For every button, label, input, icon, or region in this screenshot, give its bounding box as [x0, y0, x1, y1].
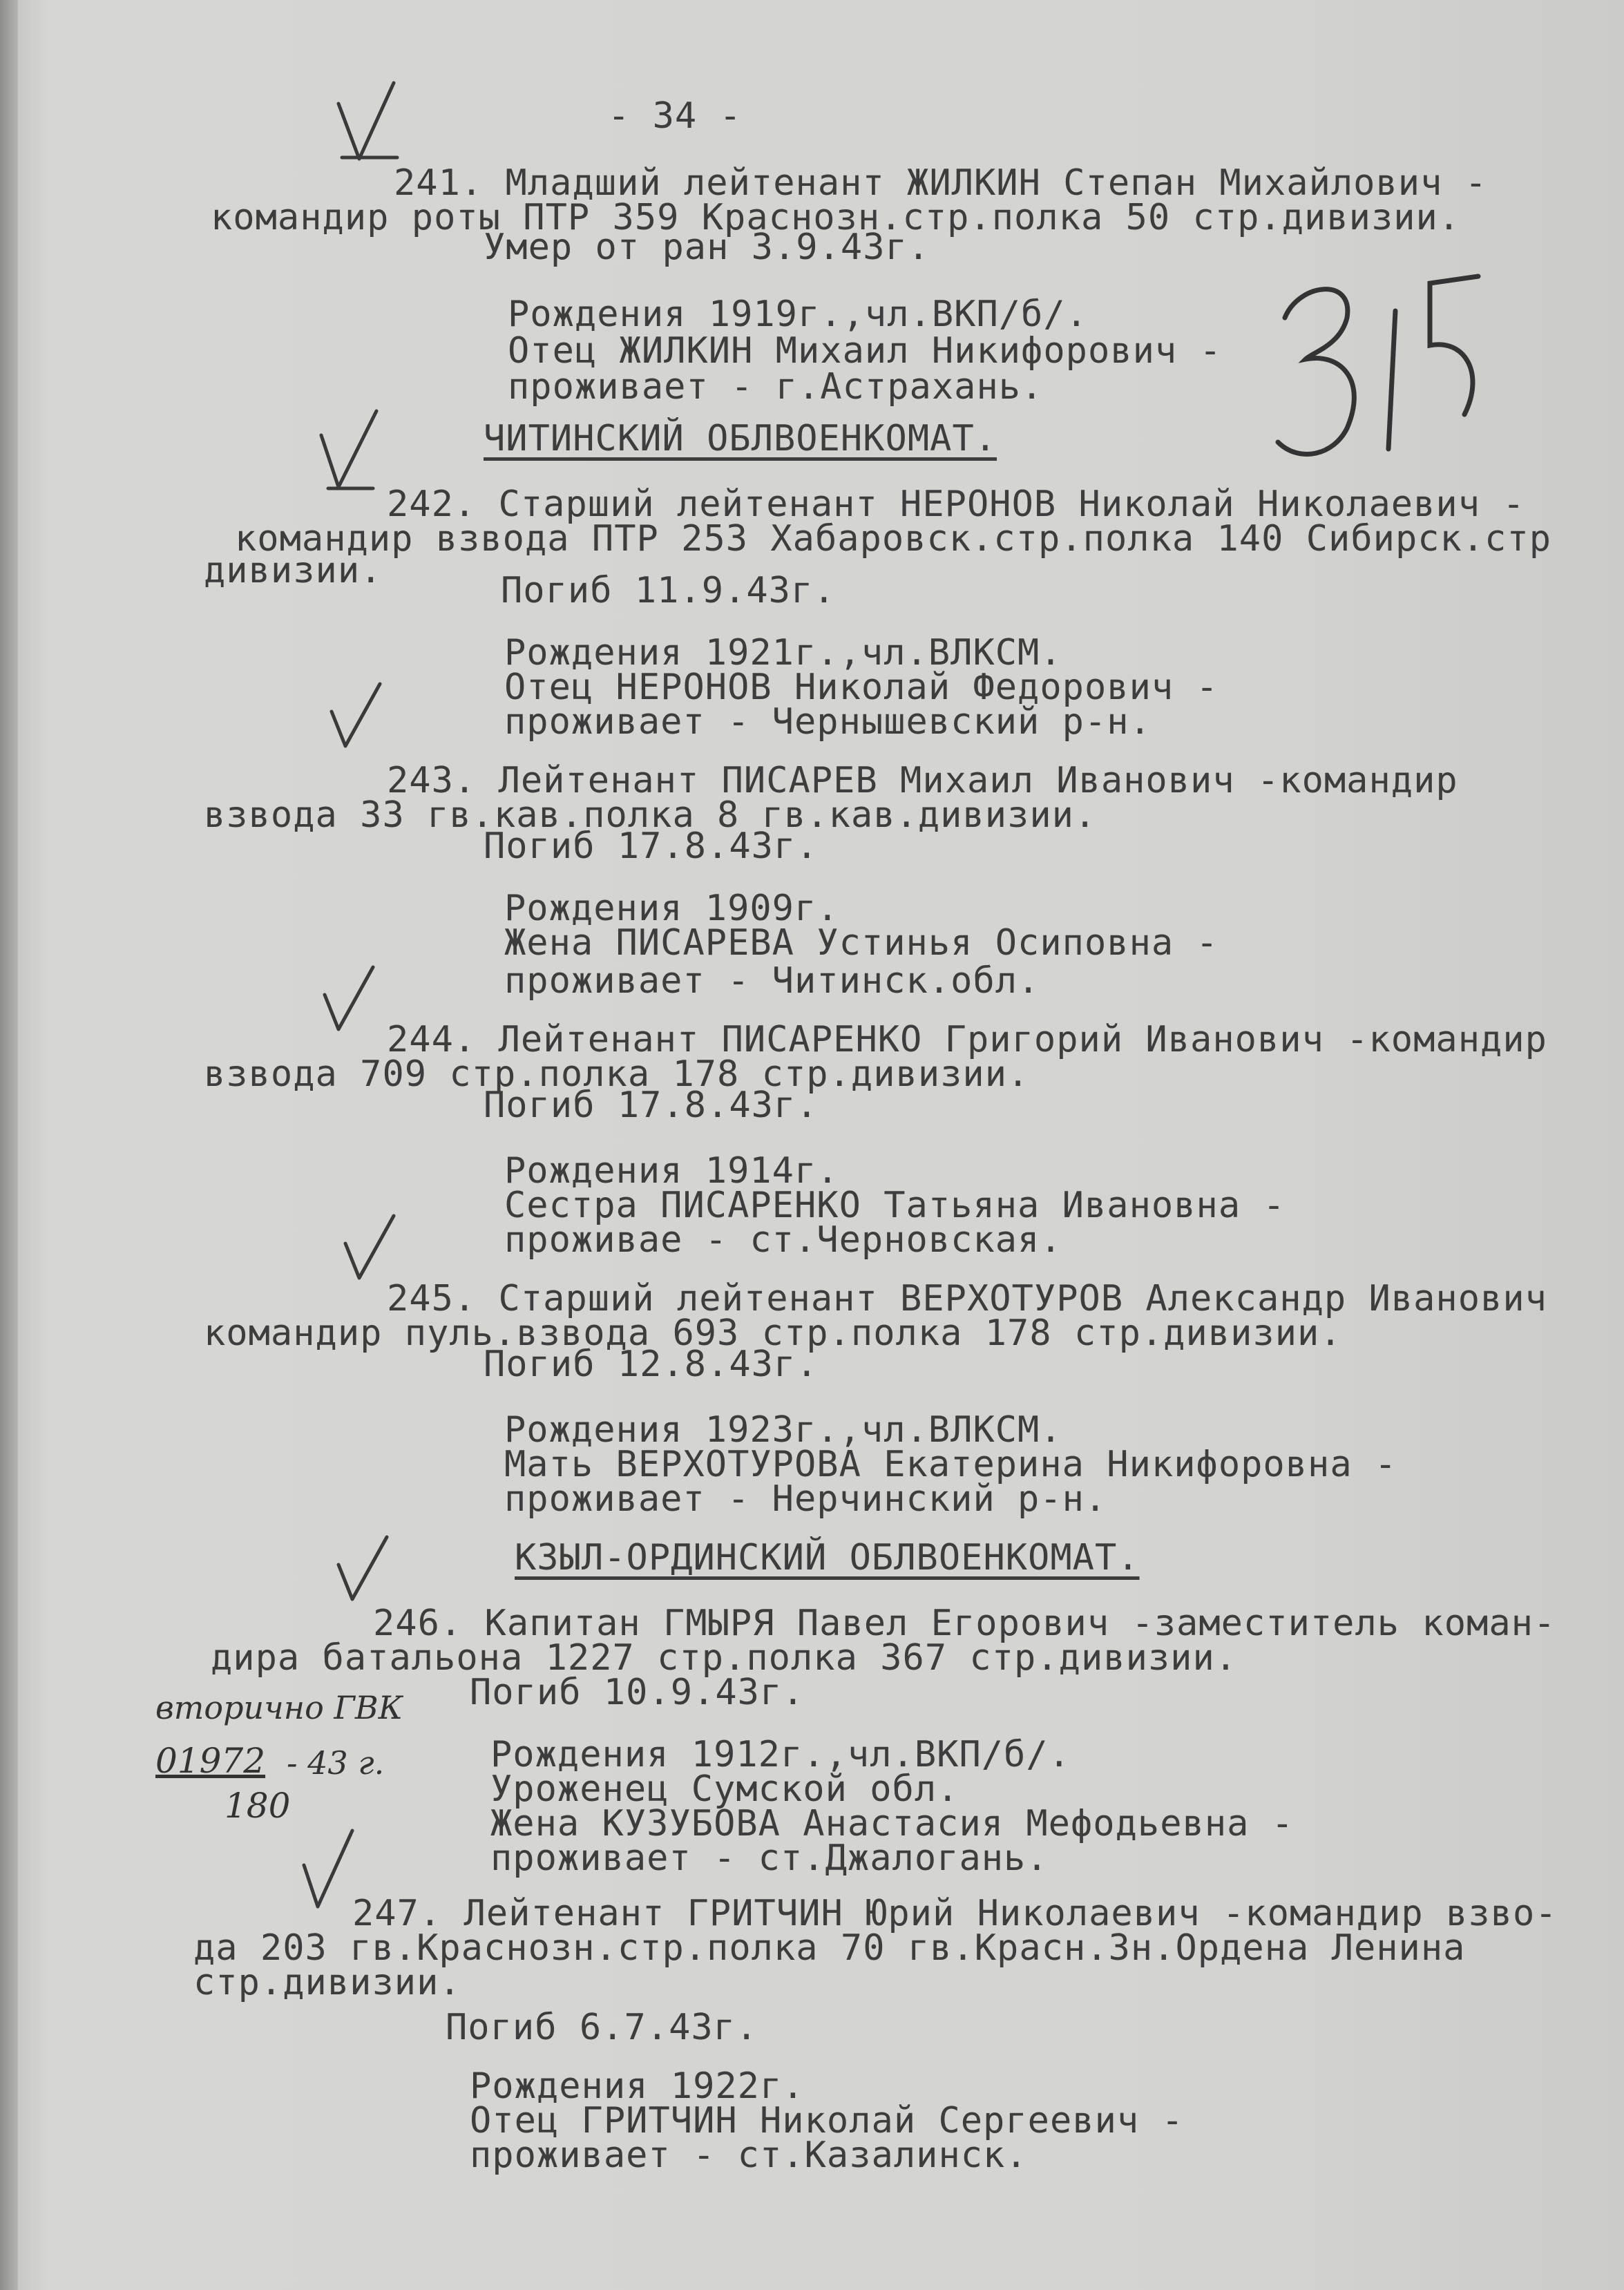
entry-242-detail1: Рождения 1921г.,чл.ВЛКСМ.	[504, 632, 1062, 674]
entry-245-line2: командир пуль.взвода 693 стр.полка 178 стр.дивизии.	[204, 1313, 1342, 1354]
entry-246-detail2: Уроженец Сумской обл.	[490, 1768, 959, 1810]
entry-241-detail1: Рождения 1919г.,чл.ВКП/б/.	[508, 294, 1088, 335]
checkmark-icon	[332, 76, 408, 173]
entry-246-line3: Погиб 10.9.43г.	[470, 1672, 805, 1713]
entry-245-line1: 245. Старший лейтенант ВЕРХОТУРОВ Александр Иванович	[387, 1278, 1547, 1319]
entry-247-detail3: проживает - ст.Казалинск.	[470, 2135, 1028, 2176]
page-number: - 34 -	[608, 95, 742, 137]
handwritten-number-315	[1257, 263, 1492, 470]
entry-247-line4: Погиб 6.7.43г.	[446, 2007, 758, 2048]
entry-246-detail4: проживает - ст.Джалогань.	[490, 1838, 1049, 1879]
checkmark-icon	[297, 1824, 359, 1914]
entry-246-line2: дира батальона 1227 стр.полка 367 стр.дивизии.	[211, 1637, 1238, 1679]
entry-243-line2: взвода 33 гв.кав.полка 8 гв.кав.дивизии.	[204, 794, 1097, 836]
entry-242-line1: 242. Старший лейтенант НЕРОНОВ Николай Николаевич -	[387, 484, 1525, 525]
handwritten-note-line1: вторично ГВК	[155, 1689, 403, 1726]
entry-247-detail2: Отец ГРИТЧИН Николай Сергеевич -	[470, 2100, 1184, 2141]
entry-241-line3: Умер от ран 3.9.43г.	[484, 227, 930, 268]
entry-242-detail2: Отец НЕРОНОВ Николай Федорович -	[504, 667, 1219, 708]
checkmark-icon	[311, 404, 387, 501]
entry-244-detail1: Рождения 1914г.	[504, 1150, 839, 1192]
handwritten-note-fraction-top: 01972	[155, 1741, 266, 1781]
entry-243-detail1: Рождения 1909г.	[504, 888, 839, 929]
checkmark-icon	[332, 1530, 394, 1606]
checkmark-icon	[325, 677, 387, 753]
entry-247-detail1: Рождения 1922г.	[470, 2065, 805, 2107]
entry-244-detail3: проживае - ст.Черновская.	[504, 1219, 1062, 1261]
entry-245-detail3: проживает - Нерчинский р-н.	[504, 1478, 1107, 1520]
entry-245-line3: Погиб 12.8.43г.	[484, 1344, 819, 1385]
section-header-kzyl-orda: КЗЫЛ-ОРДИНСКИЙ ОБЛВОЕНКОМАТ.	[515, 1537, 1140, 1578]
entry-247-line1: 247. Лейтенант ГРИТЧИН Юрий Николаевич -командир взво-	[352, 1893, 1558, 1934]
entry-241-line2: командир роты ПТР 359 Краснозн.стр.полка 50 стр.дивизии.	[211, 197, 1461, 238]
entry-241-line1: 241. Младший лейтенант ЖИЛКИН Степан Михайлович -	[394, 162, 1488, 204]
entry-244-detail2: Сестра ПИСАРЕНКО Татьяна Ивановна -	[504, 1185, 1286, 1226]
entry-244-line1: 244. Лейтенант ПИСАРЕНКО Григорий Иванович -командир	[387, 1019, 1547, 1060]
entry-244-line3: Погиб 17.8.43г.	[484, 1085, 819, 1126]
checkmark-icon	[338, 1209, 401, 1285]
entry-245-detail2: Мать ВЕРХОТУРОВА Екатерина Никифоровна -	[504, 1444, 1397, 1485]
entry-243-detail2: Жена ПИСАРЕВА Устинья Осиповна -	[504, 922, 1219, 964]
entry-246-detail1: Рождения 1912г.,чл.ВКП/б/.	[490, 1734, 1071, 1775]
entry-243-detail3: проживает - Читинск.обл.	[504, 960, 1040, 1002]
entry-243-line3: Погиб 17.8.43г.	[484, 826, 819, 867]
checkmark-icon	[318, 960, 380, 1036]
entry-244-line2: взвода 709 стр.полка 178 стр.дивизии.	[204, 1053, 1030, 1095]
entry-247-line3: стр.дивизии.	[193, 1962, 461, 2003]
handwritten-note-suffix: - 43 г.	[287, 1744, 385, 1782]
entry-246-detail3: Жена КУЗУБОВА Анастасия Мефодьевна -	[490, 1803, 1295, 1844]
entry-243-line1: 243. Лейтенант ПИСАРЕВ Михаил Иванович -командир	[387, 760, 1458, 801]
entry-245-detail1: Рождения 1923г.,чл.ВЛКСМ.	[504, 1409, 1062, 1451]
handwritten-note-fraction-bottom: 180	[225, 1786, 291, 1826]
entry-247-line2: да 203 гв.Краснозн.стр.полка 70 гв.Красн.Зн.Ордена Ленина	[193, 1927, 1466, 1969]
entry-242-line2: командир взвода ПТР 253 Хабаровск.стр.полка 140 Сибирск.стр	[235, 518, 1552, 560]
binding-shadow	[0, 0, 18, 2290]
entry-246-line1: 246. Капитан ГМЫРЯ Павел Егорович -заместитель коман-	[373, 1603, 1556, 1644]
entry-242-line4: Погиб 11.9.43г.	[501, 570, 836, 611]
entry-241-detail3: проживает - г.Астрахань.	[508, 366, 1044, 408]
entry-241-detail2: Отец ЖИЛКИН Михаил Никифорович -	[508, 330, 1222, 372]
section-header-chita: ЧИТИНСКИЙ ОБЛВОЕНКОМАТ.	[484, 418, 997, 459]
entry-242-line3: дивизии.	[204, 550, 383, 591]
entry-242-detail3: проживает - Чернышевский р-н.	[504, 701, 1152, 743]
